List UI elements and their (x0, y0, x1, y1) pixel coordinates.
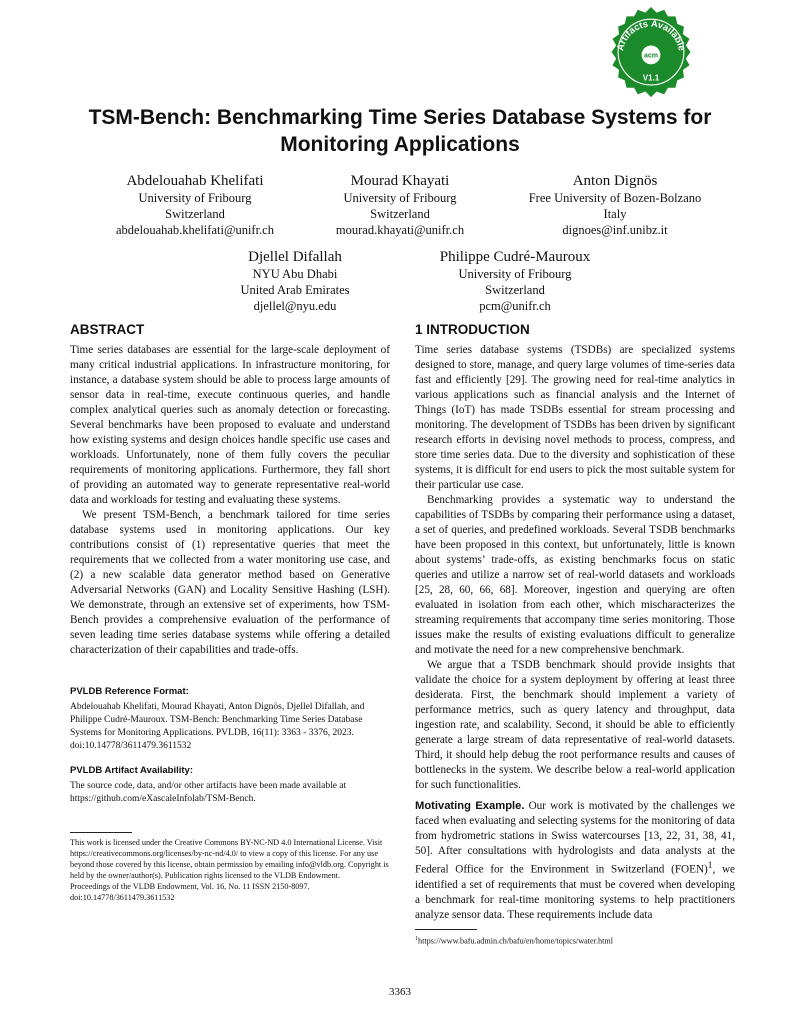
intro-paragraph-2: Benchmarking provides a systematic way to understand the capabilities of TSDBs by comparing their performance using a dataset, a set of queries, and predefined workloads. Several TSDB benchmarks have been proposed in this context, but unfortunately, little is known about systems’ trade-offs, as existing benchmarks focus on static queries and utilize a narrow set of real-world datasets and workloads [25, 28, 60, 66, 68]. Moreover, ingestion and querying are often evaluated in isolation from each other, which mischaracterizes the streaming requirements that accompany time series monitoring. Those issues make the results of existing evaluations difficult to generalize and motivate the need for a new comprehensive benchmark. (415, 494, 735, 656)
right-column (415, 322, 735, 946)
author-name: Anton Dignös (572, 173, 658, 189)
reference-doi: doi:10.14778/3611479.3611532 (70, 741, 192, 751)
artifact-availability-text: The source code, data, and/or other artifacts have been made available at https://github.com/eXascaleInfolab/TSM-Bench. (70, 781, 347, 804)
author-block-5 (405, 248, 625, 314)
author-country: Italy (603, 207, 627, 221)
license-doi: doi:10.14778/3611479.3611532 (70, 893, 175, 902)
author-affiliation: University of Fribourg (138, 191, 252, 205)
page-number: 3363 (389, 986, 411, 998)
abstract-heading: ABSTRACT (70, 322, 145, 337)
acm-logo-text: acm (643, 52, 659, 60)
proceedings-text: Proceedings of the VLDB Endowment, Vol. 16, No. 11 ISSN 2150-8097. (70, 882, 310, 891)
author-affiliation: University of Fribourg (343, 191, 457, 205)
badge-version: V1.1 (642, 73, 660, 83)
footnote-number: 1 (415, 935, 418, 942)
footnote-url: https://www.bafu.admin.ch/bafu/en/home/topics/water.html (418, 936, 614, 946)
author-country: Switzerland (165, 207, 225, 221)
artifact-availability-heading: PVLDB Artifact Availability: (70, 765, 193, 776)
author-email: mourad.khayati@unifr.ch (335, 223, 465, 237)
intro-paragraph-1: Time series database systems (TSDBs) are specialized systems designed to store, manage, and query large volumes of time-series data fast and efficiently [29]. The growing need for real-time analytics in various applications such as financial analysis and the Internet of Things (IoT) has made TSDBs essential for stream processing and monitoring. The development of TSDBs has been driven by significant research efforts in devising novel methods to process, compress, and store time series data. Due to the diversity and sophistication of these systems, it is difficult for end users to pick the most suitable system for their particular use case. (415, 344, 735, 491)
intro-paragraph-3: We argue that a TSDB benchmark should provide insights that validate the choice for a system deployment by offering at least three desiderata. First, the benchmark should implement a variety of performance metrics, such as query latency and throughput, data ingestion rate, and scalability. Second, it should be able to efficiently generate a large stream of data representative of real-world datasets. Third, it should help debug the root performance results and causes of bottlenecks in the system. We describe below a real-world application for such functionalities. (415, 659, 735, 791)
author-block-1 (95, 172, 295, 238)
author-affiliation: University of Fribourg (458, 267, 572, 281)
author-country: Switzerland (485, 283, 545, 297)
reference-format-heading: PVLDB Reference Format: (70, 686, 189, 697)
reference-format-text: Abdelouahab Khelifati, Mourad Khayati, Anton Dignös, Djellel Difallah, and Philippe Cudré-Mauroux. TSM-Bench: Benchmarking Time Series Database Systems for Monitoring Applications. PVLDB, 16(11): 3363 - 3376, 2023. (70, 702, 365, 738)
author-email: djellel@nyu.edu (253, 299, 337, 313)
motivating-example-lead: Motivating Example. (415, 800, 525, 812)
author-name: Abdelouahab Khelifati (126, 173, 264, 189)
author-block-2 (300, 172, 500, 238)
author-name: Djellel Difallah (248, 249, 342, 265)
left-column (70, 322, 390, 903)
author-affiliation: NYU Abu Dhabi (252, 267, 338, 281)
author-email: pcm@unifr.ch (479, 299, 551, 313)
paper-title: TSM-Bench: Benchmarking Time Series Database Systems for Monitoring Applications (88, 106, 712, 156)
footnote-marker: 1 (707, 861, 713, 871)
acm-artifacts-available-badge (604, 6, 698, 100)
author-email: abdelouahab.khelifati@unifr.ch (116, 223, 274, 237)
author-country: Switzerland (370, 207, 430, 221)
license-divider (70, 832, 132, 833)
motivating-example-text: Our work is motivated by the challenges we faced when evaluating and selecting systems for the monitoring of data from hydrometric stations in Swiss watercourses [13, 22, 31, 38, 41, 50]. After consultations with hydrologists and data analysts at the Federal Office for the Environment in Switzerland (FOEN) (415, 800, 735, 876)
author-name: Philippe Cudré-Mauroux (439, 249, 591, 265)
motivating-example-tail: , we identified a set of requirements that must be covered when developing a benchmark for real-time monitoring systems to help practitioners analyze sensor data. These requirements include data (415, 863, 735, 921)
author-affiliation: Free University of Bozen-Bolzano (528, 191, 702, 205)
author-block-4 (195, 248, 395, 314)
license-text: This work is licensed under the Creative Commons BY-NC-ND 4.0 International License. Visit https://creativecommons.org/licenses/by-nc-nd/4.0/ to view a copy of this license. For any use beyond those covered by this license, obtain permission by emailing info@vldb.org. Copyright is held by the owner/author(s). Publication rights licensed to the VLDB Endowment. (70, 838, 389, 880)
badge-top-text: Artifacts Available (614, 17, 688, 52)
abstract-paragraph-1: Time series databases are essential for the large-scale deployment of many critical industrial applications. In infrastructure monitoring, for instance, a database system should be able to process large amounts of sensor data in real-time, execute continuous queries, and handle complex analytical queries such as anomaly detection or forecasting. Several benchmarks have been proposed to evaluate and understand how existing systems and design choices handle specific use cases and workloads. Unfortunately, none of them fully covers the peculiar requirements of monitoring applications. Furthermore, they fall short of providing an automated way to generate representative real-world data and workloads for testing and evaluating these systems. (70, 344, 390, 506)
introduction-heading: 1 INTRODUCTION (415, 322, 530, 337)
author-name: Mourad Khayati (350, 173, 450, 189)
author-email: dignoes@inf.unibz.it (562, 223, 668, 237)
intro-paragraph-4 (415, 799, 735, 923)
footnote-divider (415, 929, 477, 930)
abstract-paragraph-2: We present TSM-Bench, a benchmark tailored for time series database systems used in monitoring applications. Our key contributions consist of (1) representative queries that meet the requirements that we collected from a water monitoring use case, and (2) a new scalable data generator method based on Generative Adversarial Networks (GAN) and Locality Sensitive Hashing (LSH). We demonstrate, through an extensive set of experiments, how TSM-Bench provides a comprehensive evaluation of the performance of seven leading time series database systems while offering a detailed characterization of their capabilities and trade-offs. (70, 509, 390, 656)
footnote (415, 934, 735, 947)
author-block-3 (500, 172, 730, 238)
author-country: United Arab Emirates (240, 283, 350, 297)
